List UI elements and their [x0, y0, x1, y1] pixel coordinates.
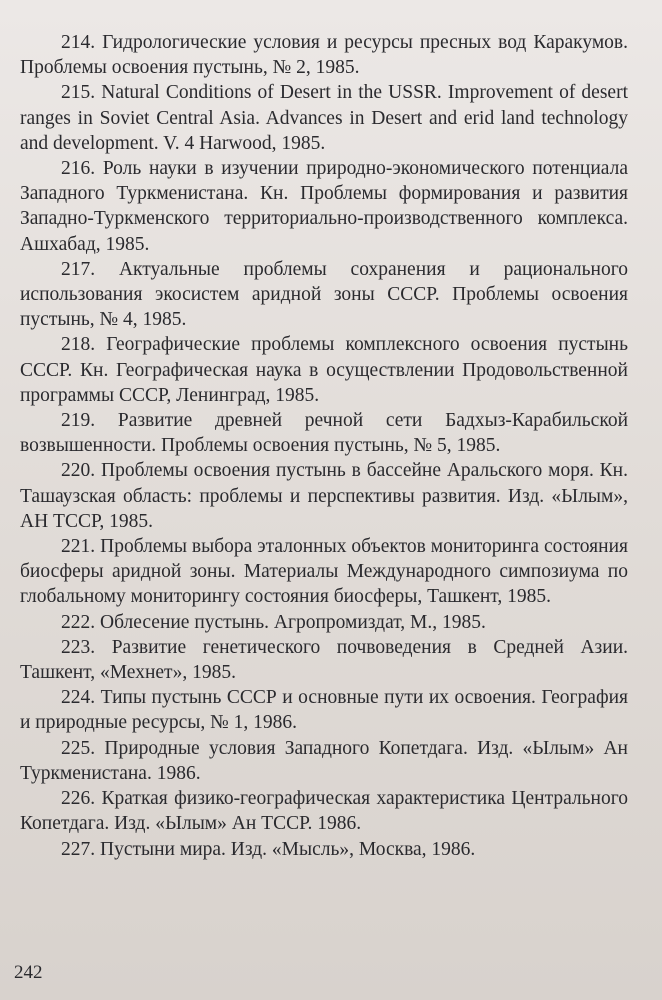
- entry-text: Проблемы освоения пустынь в бассейне Аральского моря. Кн. Ташаузская область: проблемы и перспективы развития. Изд. «Ылым», АН ТССР, 1985.: [20, 460, 628, 532]
- bibliography-entry: [20, 610, 628, 635]
- bibliography-list: [20, 30, 628, 862]
- entry-number: 220.: [61, 460, 96, 482]
- bibliography-entry: [20, 837, 628, 862]
- entry-text: Географические проблемы комплексного освоения пустынь СССР. Кн. Географическая наука в осуществлении Продовольственной программы СССР, Ленинград, 1985.: [20, 334, 629, 406]
- entry-number: 214.: [61, 32, 96, 53]
- entry-text: Природные условия Западного Копетдага. Изд. «Ылым» Ан Туркменистана. 1986.: [20, 737, 628, 784]
- entry-text: Проблемы выбора эталонных объектов мониторинга состояния биосферы аридной зоны. Материалы Международного симпозиума по глобальному мониторингу состояния биосферы, Ташкент, 1985.: [20, 536, 628, 608]
- entry-number: 218.: [61, 334, 96, 356]
- bibliography-entry: [20, 257, 628, 333]
- entry-text: Natural Conditions of Desert in the USSR. Improvement of desert ranges in Soviet Central Asia. Advances in Desert and erid land technology and development. V. 4 Harwood, 1985.: [20, 82, 628, 154]
- entry-number: 222.: [61, 611, 96, 633]
- bibliography-entry: [20, 685, 628, 735]
- entry-number: 217.: [61, 258, 96, 280]
- entry-text: Пустыни мира. Изд. «Мысль», Москва, 1986.: [100, 838, 476, 860]
- bibliography-entry: [20, 156, 628, 257]
- entry-text: Типы пустынь СССР и основные пути их освоения. География и природные ресурсы, № 1, 1986.: [20, 687, 628, 734]
- bibliography-entry: [20, 30, 628, 80]
- entry-number: 215.: [61, 82, 96, 104]
- entry-text: Гидрологические условия и ресурсы пресных вод Каракумов. Проблемы освоения пустынь, № 2, 1985.: [20, 32, 628, 79]
- entry-number: 221.: [61, 536, 96, 558]
- entry-text: Актуальные проблемы сохранения и рационального использования экосистем аридной зоны СССР. Проблемы освоения пустынь, № 4, 1985.: [20, 258, 629, 331]
- entry-number: 226.: [61, 788, 96, 810]
- entry-text: Роль науки в изучении природно-экономического потенциала Западного Туркменистана. Кн. Проблемы формирования и развития Западно-Туркменского территориально-производственного комплекса. Ашхабад, 1985.: [20, 158, 628, 255]
- bibliography-entry: [20, 408, 628, 458]
- entry-number: 224.: [61, 687, 96, 709]
- bibliography-entry: [20, 786, 628, 836]
- bibliography-entry: [20, 458, 628, 534]
- entry-text: Облесение пустынь. Агропромиздат, М., 1985.: [100, 611, 486, 633]
- bibliography-entry: [20, 534, 628, 610]
- entry-number: 225.: [61, 737, 96, 759]
- entry-number: 219.: [61, 410, 96, 432]
- bibliography-entry: [20, 332, 628, 408]
- entry-text: Развитие генетического почвоведения в Средней Азии. Ташкент, «Мехнет», 1985.: [20, 636, 629, 684]
- entry-number: 216.: [61, 158, 96, 180]
- entry-text: Краткая физико-географическая характеристика Центрального Копетдага. Изд. «Ылым» Ан ТССР. 1986.: [20, 788, 629, 835]
- bibliography-entry: [20, 736, 628, 786]
- page-number: 242: [14, 962, 43, 983]
- bibliography-entry: [20, 635, 628, 685]
- entry-number: 227.: [61, 838, 96, 860]
- bibliography-entry: [20, 80, 628, 156]
- entry-number: 223.: [61, 636, 96, 658]
- entry-text: Развитие древней речной сети Бадхыз-Карабильской возвышенности. Проблемы освоения пустынь, № 5, 1985.: [20, 410, 629, 457]
